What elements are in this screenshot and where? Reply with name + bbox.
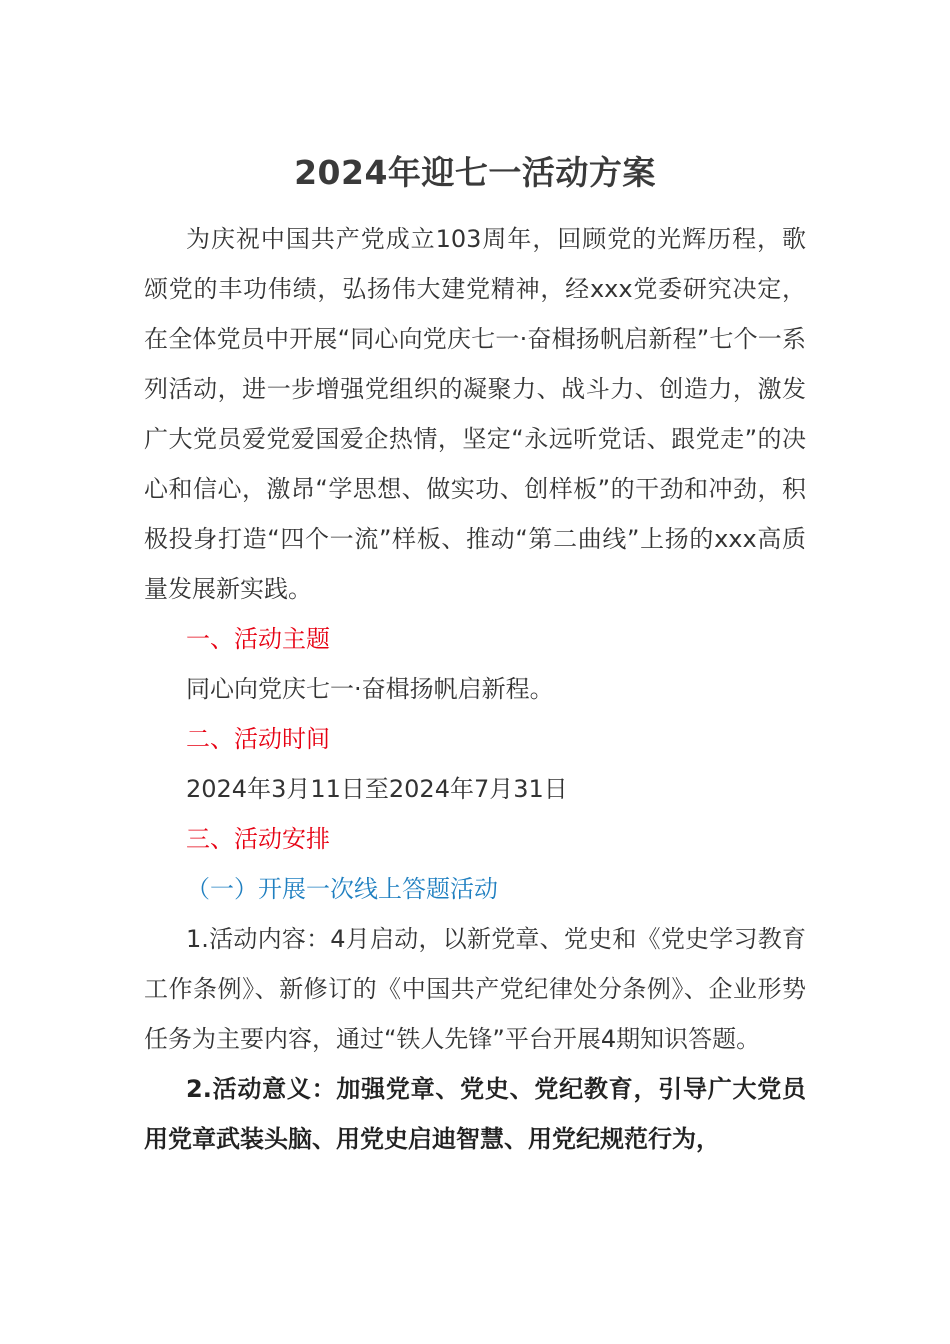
- subsection-heading-online-quiz: （一）开展一次线上答题活动: [186, 875, 498, 903]
- section-body-time: 2024年3月11日至2024年7月31日: [186, 775, 568, 803]
- item-activity-significance: 2.活动意义：加强党章、党史、党纪教育，引导广大党员用党章武装头脑、用党史启迪智慧、用党纪规范行为，: [144, 1075, 806, 1153]
- section-heading-theme: 一、活动主题: [186, 625, 330, 653]
- document-title: 2024年迎七一活动方案: [294, 153, 656, 192]
- item-activity-content: 1.活动内容：4月启动，以新党章、党史和《党史学习教育工作条例》、新修订的《中国共产党纪律处分条例》、企业形势任务为主要内容，通过“铁人先锋”平台开展4期知识答题。: [144, 925, 806, 1053]
- section-heading-arrangement: 三、活动安排: [186, 825, 330, 853]
- document-body: [144, 148, 806, 1164]
- section-heading-time: 二、活动时间: [186, 725, 330, 753]
- intro-paragraph: 为庆祝中国共产党成立103周年，回顾党的光辉历程，歌颂党的丰功伟绩，弘扬伟大建党精神，经xxx党委研究决定，在全体党员中开展“同心向党庆七一·奋楫扬帆启新程”七个一系列活动，进一步增强党组织的凝聚力、战斗力、创造力，激发广大党员爱党爱国爱企热情，坚定“永远听党话、跟党走”的决心和信心，激昂“学思想、做实功、创样板”的干劲和冲劲，积极投身打造“四个一流”样板、推动“第二曲线”上扬的xxx高质量发展新实践。: [144, 225, 806, 603]
- section-body-theme: 同心向党庆七一·奋楫扬帆启新程。: [186, 675, 554, 703]
